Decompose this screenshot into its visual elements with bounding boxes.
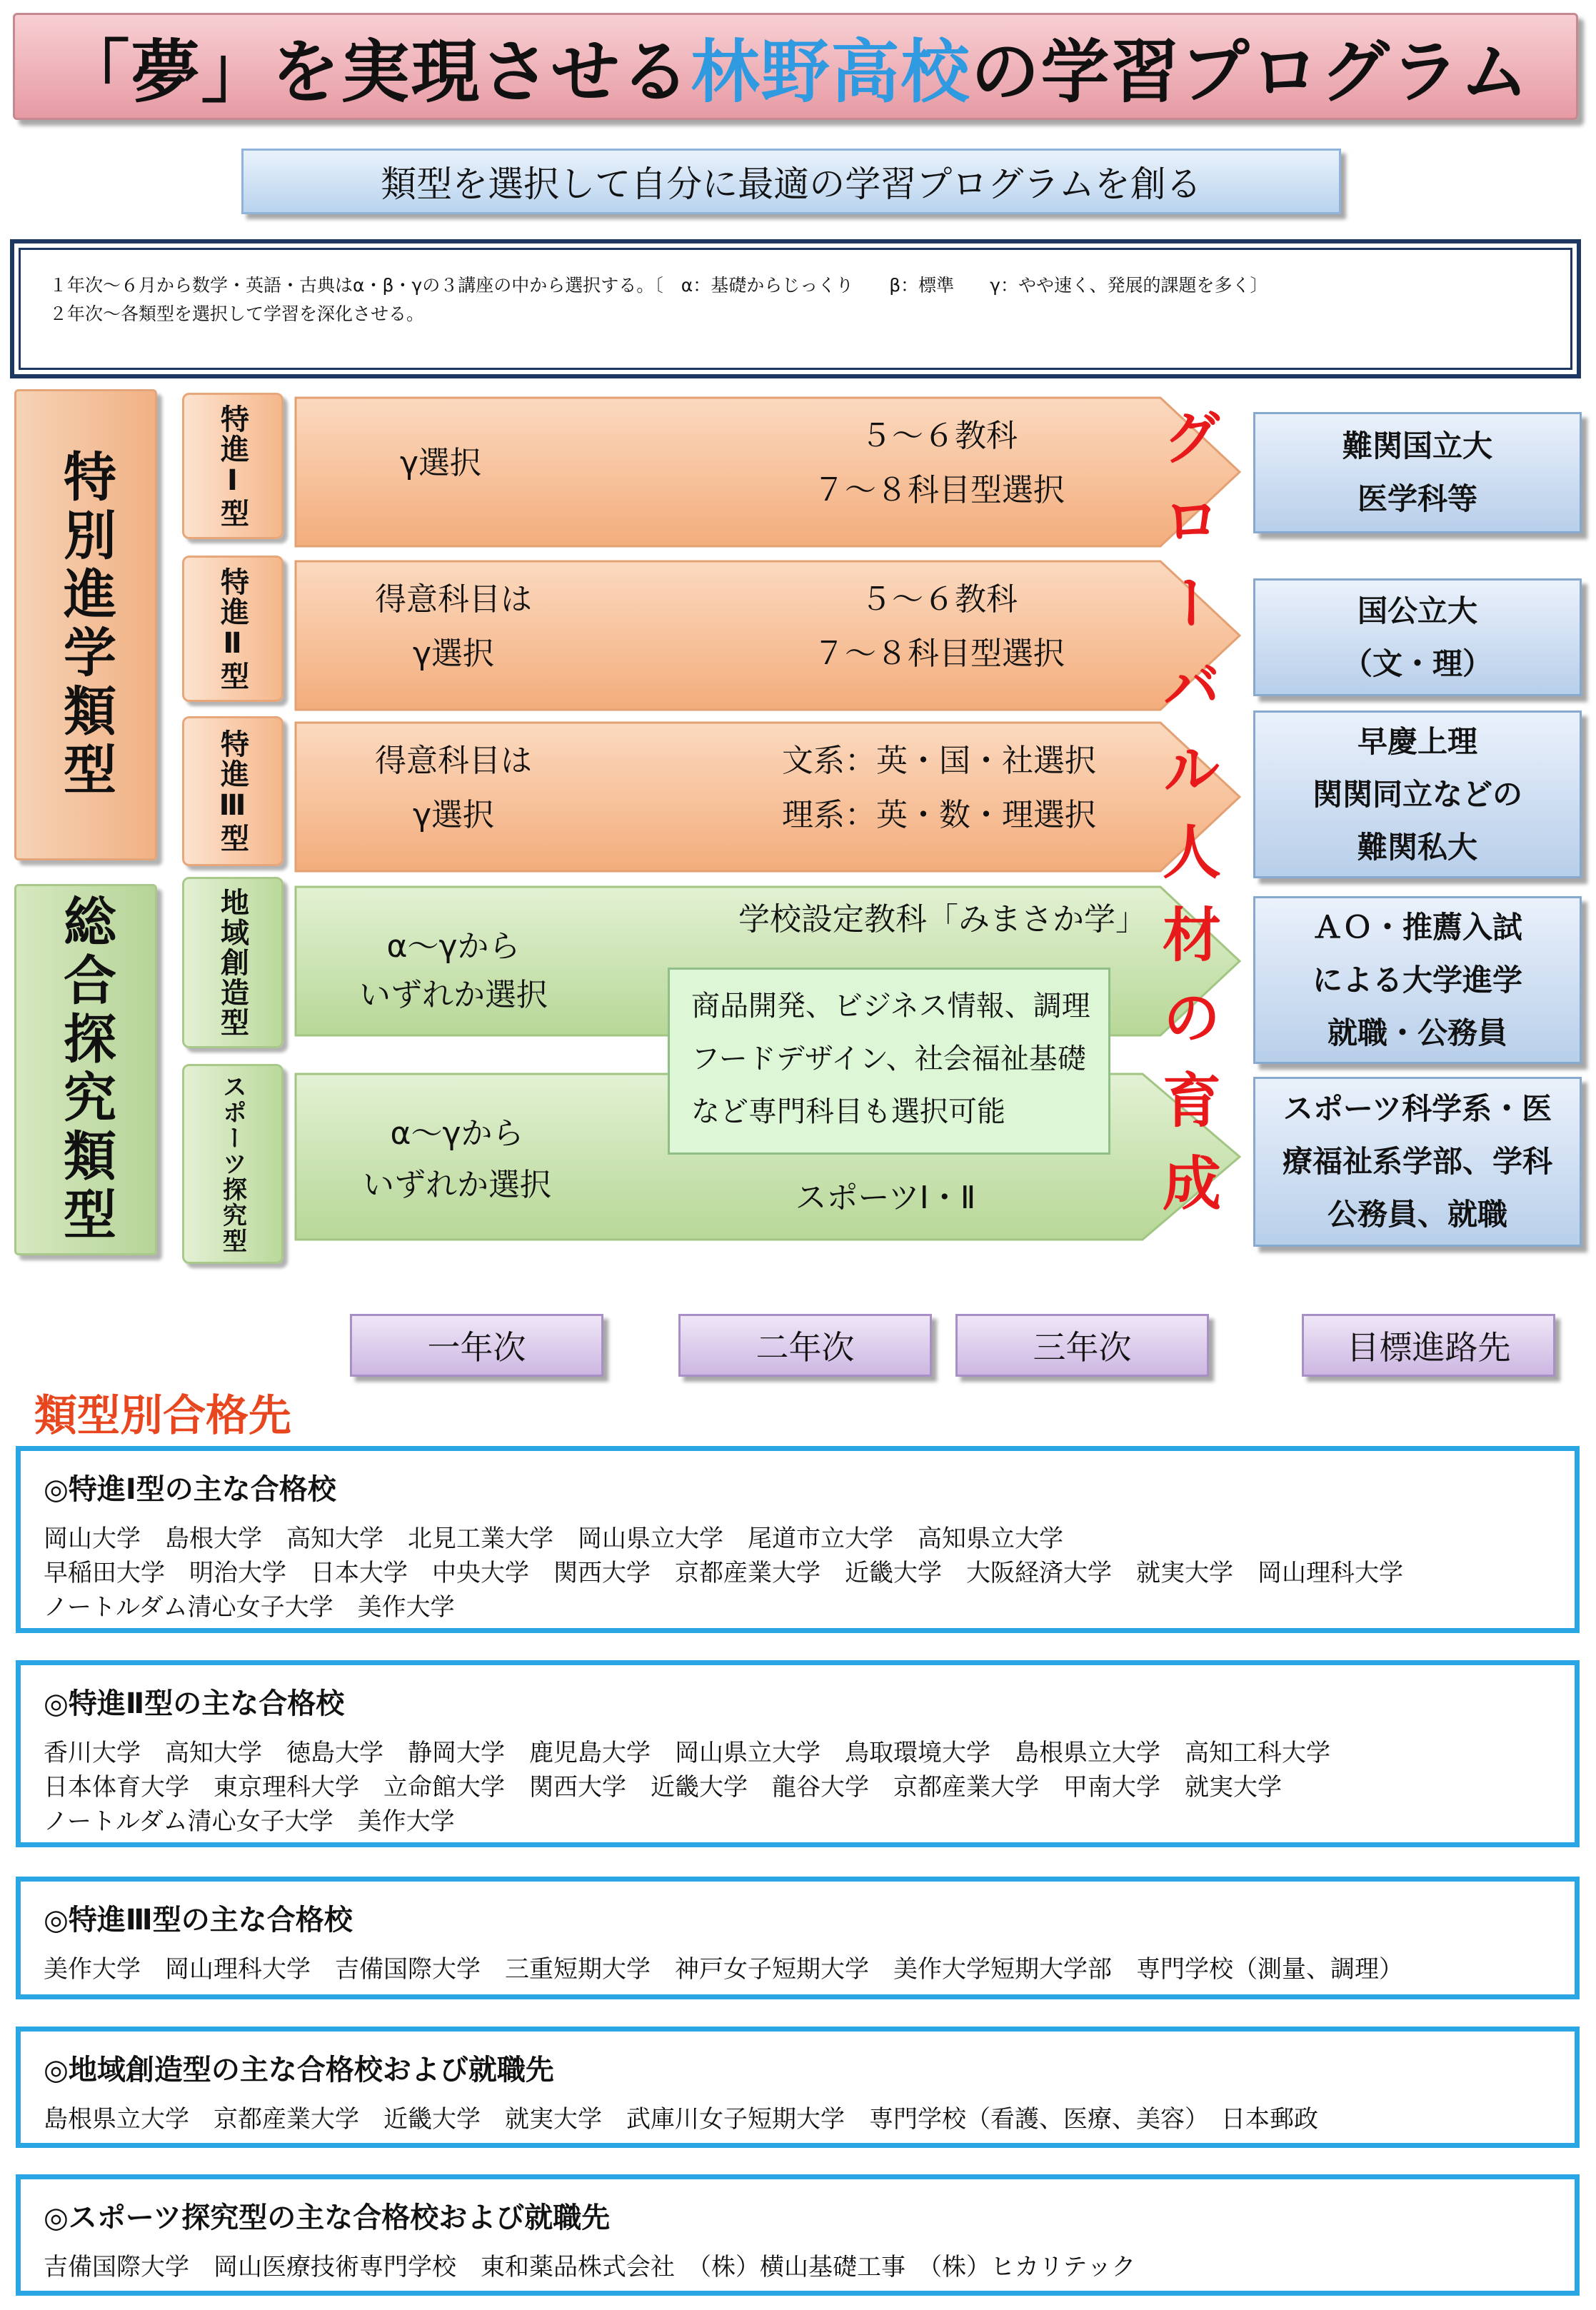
row-sports-bottom: スポーツⅠ・Ⅱ: [795, 1180, 976, 1216]
results-heading: 類型別合格先: [34, 1391, 291, 1441]
row-t1-right-2: ７～８科目型選択: [813, 472, 1065, 508]
results-line: ノートルダム清心女子大学 美作大学: [44, 1807, 455, 1836]
note-line-1: １年次～６月から数学・英語・古典はα・β・γの３講座の中から選択する。〔 α：基礎からじっくり β：標準 γ：やや速く、発展的課題を多く〕: [49, 275, 1268, 296]
row-t1-right-1: ５～６教科: [860, 418, 1018, 454]
goal-t1-line-2: 医学科等: [1357, 481, 1477, 516]
results-line: 香川大学 高知大学 徳島大学 静岡大学 鹿児島大学 岡山県立大学 鳥取環境大学 島根県立大学 高知工科大学: [44, 1739, 1330, 1767]
results-sports: [16, 2174, 1580, 2296]
goal-t1-line-1: 難関国立大: [1342, 428, 1492, 463]
note-line-2: ２年次～各類型を選択して学習を深化させる。: [49, 303, 425, 324]
elective-line-1: 商品開発、ビジネス情報、調理: [691, 990, 1090, 1023]
results-title: ◎特進Ⅲ型の主な合格校: [44, 1904, 353, 1937]
row-chiiki-left-2: いずれか選択: [359, 977, 548, 1013]
type-tokushin-3: 特進Ⅲ型: [182, 716, 283, 866]
elective-subjects-note: [668, 968, 1110, 1155]
title-school-name: 林野高校: [691, 31, 971, 112]
goal-t2-line-1: 国公立大: [1357, 593, 1477, 628]
category-tokushin: 特別進学類型: [14, 389, 157, 860]
row-chiiki-top: 学校設定教科「みまさか学」: [738, 901, 1147, 938]
results-chiiki: [16, 2027, 1580, 2148]
elective-line-3: など専門科目も選択可能: [691, 1095, 1005, 1128]
goal-t3-line-1: 早慶上理: [1357, 723, 1477, 759]
results-line: 吉備国際大学 岡山医療技術専門学校 東和薬品株式会社 （株）横山基礎工事 （株）ヒカリテック: [44, 2253, 1136, 2281]
goal-sports-line-2: 療福祉系学部、学科: [1282, 1144, 1552, 1179]
goal-t1: [1253, 412, 1582, 533]
row-arrow-t2: [293, 558, 1243, 713]
title-prefix: 「夢」を実現させる: [61, 31, 691, 112]
goal-chiiki-line-1: ＡＯ・推薦入試: [1312, 909, 1522, 945]
goal-t2-line-2: （文・理）: [1342, 646, 1492, 681]
goal-t3-line-2: 関関同立などの: [1312, 776, 1522, 812]
type-tokushin-1: 特進Ⅰ型: [182, 393, 283, 539]
page-title: [13, 13, 1578, 120]
results-t2: [16, 1660, 1580, 1847]
results-line: 美作大学 岡山理科大学 吉備国際大学 三重短期大学 神戸女子短期大学 美作大学短期大学部 専門学校（測量、調理）: [44, 1955, 1403, 1984]
goal-chiiki-line-2: による大学進学: [1312, 962, 1522, 998]
results-line: 日本体育大学 東京理科大学 立命館大学 関西大学 近畿大学 龍谷大学 京都産業大学 甲南大学 就実大学: [44, 1773, 1282, 1802]
row-t3-right-1: 文系：英・国・社選択: [782, 743, 1096, 779]
subtitle-banner: 類型を選択して自分に最適の学習プログラムを創る: [241, 149, 1341, 214]
results-title: ◎地域創造型の主な合格校および就職先: [44, 2054, 554, 2086]
title-suffix: の学習プログラム: [970, 31, 1530, 112]
goal-t2: [1253, 578, 1582, 696]
type-sports: スポーツ探究型: [182, 1064, 283, 1264]
results-title: ◎特進Ⅱ型の主な合格校: [44, 1687, 345, 1720]
results-title: ◎特進Ⅰ型の主な合格校: [44, 1473, 336, 1506]
results-line: 早稲田大学 明治大学 日本大学 中央大学 関西大学 京都産業大学 近畿大学 大阪経済大学 就実大学 岡山理科大学: [44, 1559, 1403, 1587]
year-label-2: 二年次: [678, 1314, 932, 1377]
row-sports-left-1: α～γから: [390, 1115, 524, 1152]
row-t3-left-2: γ選択: [412, 797, 495, 833]
results-line: 岡山大学 島根大学 高知大学 北見工業大学 岡山県立大学 尾道市立大学 高知県立大学: [44, 1525, 1063, 1553]
type-tokushin-2: 特進Ⅱ型: [182, 556, 283, 702]
course-note-box: [10, 239, 1581, 378]
goal-sports-line-3: 公務員、就職: [1327, 1197, 1507, 1232]
row-t2-right-2: ７～８科目型選択: [813, 636, 1065, 672]
goal-chiiki-line-3: 就職・公務員: [1327, 1015, 1507, 1050]
goal-chiiki: [1253, 896, 1582, 1064]
results-t3: [16, 1877, 1580, 1999]
year-label-1: 一年次: [350, 1314, 603, 1377]
elective-line-2: フードデザイン、社会福祉基礎: [691, 1043, 1086, 1075]
row-chiiki-left-1: α～γから: [386, 928, 521, 965]
row-arrow-t3: [293, 720, 1243, 874]
row-t2-left-1: 得意科目は: [375, 581, 532, 618]
row-t2-left-2: γ選択: [412, 636, 495, 672]
year-label-goal: 目標進路先: [1302, 1314, 1555, 1377]
row-t2-right-1: ５～６教科: [860, 581, 1018, 618]
category-sogo: 総合探究類型: [14, 884, 157, 1255]
results-title: ◎スポーツ探究型の主な合格校および就職先: [44, 2201, 611, 2234]
row-arrow-t1: [293, 395, 1243, 549]
goal-sports: [1253, 1077, 1582, 1247]
global-talent-slogan: グローバル人材の育成: [1153, 407, 1221, 1235]
results-t1: [16, 1446, 1580, 1633]
goal-t3: [1253, 710, 1582, 878]
row-t1-left: γ選択: [400, 445, 482, 481]
row-t3-right-2: 理系：英・数・理選択: [782, 797, 1096, 833]
results-line: 島根県立大学 京都産業大学 近畿大学 就実大学 武庫川女子短期大学 専門学校（看護、医療、美容） 日本郵政: [44, 2105, 1318, 2134]
row-t3-left-1: 得意科目は: [375, 743, 532, 779]
year-label-3: 三年次: [955, 1314, 1209, 1377]
type-chiiki: 地域創造型: [182, 877, 283, 1048]
results-line: ノートルダム清心女子大学 美作大学: [44, 1593, 455, 1622]
goal-t3-line-3: 難関私大: [1357, 829, 1477, 865]
goal-sports-line-1: スポーツ科学系・医: [1283, 1091, 1552, 1126]
row-sports-left-2: いずれか選択: [363, 1167, 551, 1203]
